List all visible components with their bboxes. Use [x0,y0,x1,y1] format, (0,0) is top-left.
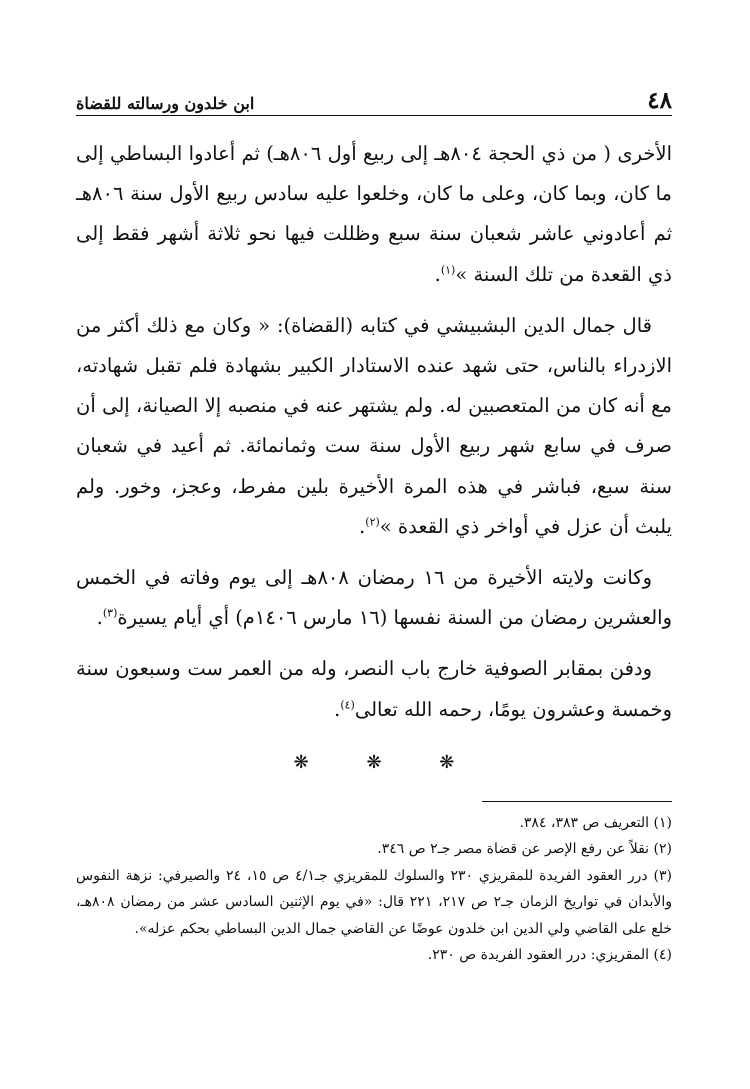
book-page [76,78,672,969]
footnotes [76,810,672,969]
paragraph-3: وكانت ولايته الأخيرة من ١٦ رمضان ٨٠٨هـ إلى يوم وفاته في الخمس والعشرين رمضان من السنة نفسها (١٦ مارس ١٤٠٦م) أي أيام يسيرة$^{(٣)}$. [76,566,672,630]
footnote-3: (٣) درر العقود الفريدة للمقريزي ٢٣٠ والسلوك للمقريزي جـ٤/١ ص ١٥، ٢٤ والصيرفي: نزهة النفوس والأبدان في تواريخ الزمان جـ٢ ص ٢١٧، ٢٢١ قال: «في يوم الإثنين السادس عشر من رمضان ٨٠٨هـ، خلع على القاضي ولي الدين ابن خلدون عوضًا عن القاضي جمال الدين البساطي بحكم عزله». [76,867,673,937]
footnote-2: (٢) نقلاً عن رفع الإصر عن قضاة مصر جـ٢ ص ٣٤٦. [377,841,672,858]
paragraph-4: ودفن بمقابر الصوفية خارج باب النصر، وله من العمر ست وسبعون سنة وخمسة وعشرون يومًا، رحمه الله تعالى$^{(٤)}$. [76,657,672,721]
footnote-1: (١) التعريف ص ٣٨٣، ٣٨٤. [519,814,672,831]
paragraph-1: الأخرى ( من ذي الحجة ٨٠٤هـ إلى ربيع أول ٨٠٦هـ) ثم أعادوا البساطي إلى ما كان، وبما كان، وعلى ما كان، وخلعوا عليه سادس ربيع الأول سنة ٨٠٦هـ ثم أعادوني عاشر شعبان سنة سبع وظللت فيها نحو ثلاثة أشهر فقط إلى ذي القعدة من تلك السنة »$^{(١)}$. [76,142,673,286]
main-text [76,134,672,730]
footnote-ref-3: (٣) [102,606,118,620]
page-number: ٤٨ [647,87,672,114]
footnote-ref-4: (٤) [340,698,355,712]
section-divider: ❋ ❋ ❋ [293,751,481,773]
footnote-ref-1: (١) [440,263,456,277]
running-title: ابن خلدون ورسالته للقضاة [76,94,255,113]
footnote-ref-2: (٢) [365,515,380,529]
footnote-4: (٤) المقريزي: درر العقود الفريدة ص ٢٣٠. [427,947,672,964]
footnote-separator [482,801,672,802]
paragraph-2: قال جمال الدين البشبيشي في كتابه (القضاة): « وكان مع ذلك أكثر من الازدراء بالناس، حتى شهد عنده الاستادار الكبير بشهادة فلم تقبل شهادته، مع أنه كان من المتعصبين له. ولم يشتهر عنه في منصبه إلا الصيانة، إلى أن صرف في سابع شهر ربيع الأول سنة ست وثمانمائة. ثم أعيد في شعبان سنة سبع، فباشر في هذه المرة الأخيرة بلين مفرط، وعجز، وخور. ولم يلبث أن عزل في أواخر ذي القعدة »$^{(٢)}$. [76,313,672,538]
page-header [76,78,672,116]
